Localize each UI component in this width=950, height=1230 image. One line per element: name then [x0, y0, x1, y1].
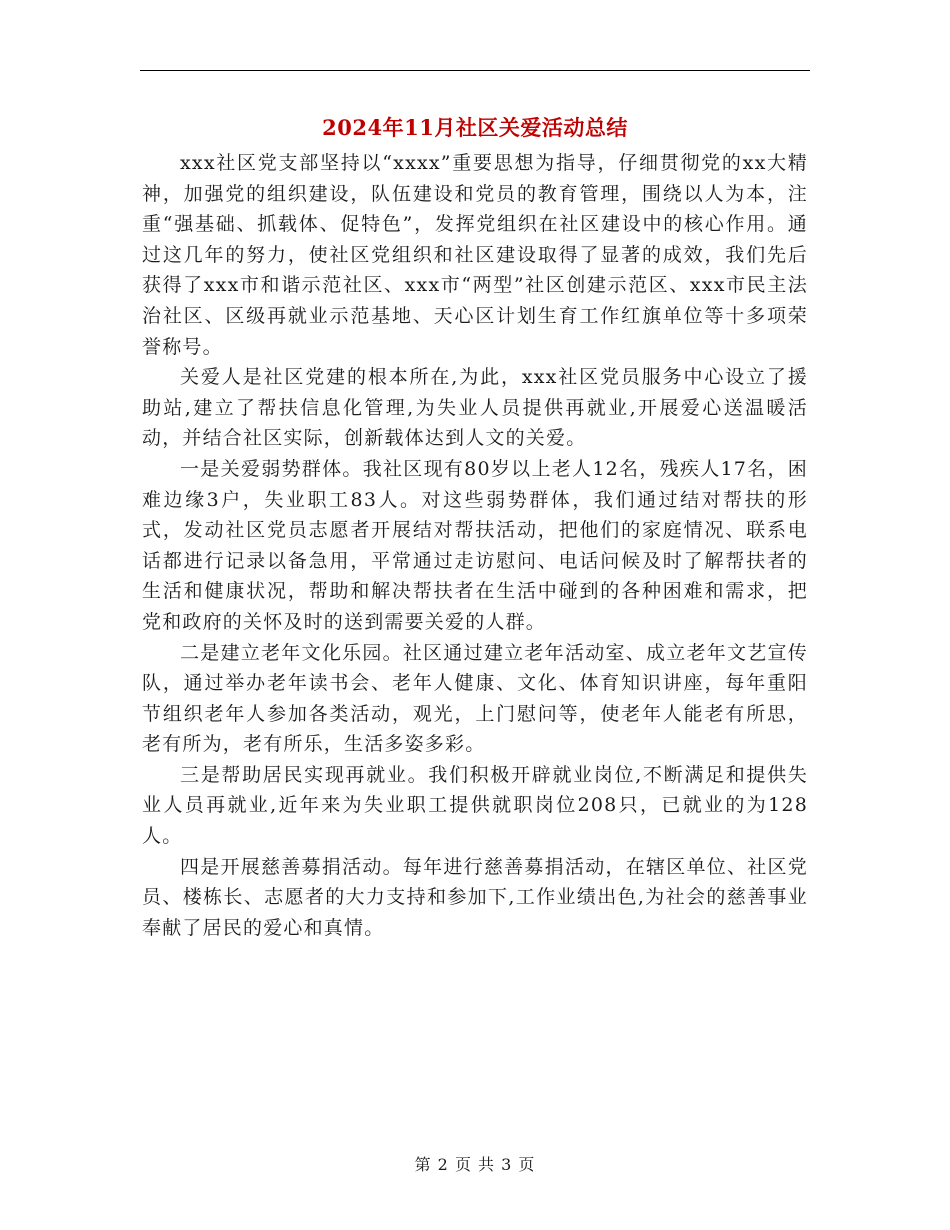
paragraph-care-overview: 关爱人是社区党建的根本所在,为此，xxx社区党员服务中心设立了援助站,建立了帮扶信息化管理,为失业人员提供再就业,开展爱心送温暖活动，并结合社区实际，创新载体达到人文的关爱。 — [142, 366, 808, 450]
paragraph-charity: 四是开展慈善募捐活动。每年进行慈善募捐活动，在辖区单位、社区党员、楼栋长、志愿者的大力支持和参加下,工作业绩出色,为社会的慈善事业奉献了居民的爱心和真情。 — [142, 855, 808, 939]
document-title: 2024年11月社区关爱活动总结 — [322, 115, 628, 140]
paragraph-vulnerable-groups: 一是关爱弱势群体。我社区现有80岁以上老人12名，残疾人17名，困难边缘3户，失业职工83人。对这些弱势群体，我们通过结对帮扶的形式，发动社区党员志愿者开展结对帮扶活动，把他们的家庭情况、联系电话都进行记录以备急用，平常通过走访慰问、电话问候及时了解帮扶者的生活和健康状况，帮助和解决帮扶者在生活中碰到的各种困难和需求，把党和政府的关怀及时的送到需要关爱的人群。 — [142, 457, 808, 633]
paragraph-intro: xxx社区党支部坚持以“xxxx”重要思想为指导，仔细贯彻党的xx大精神，加强党的组织建设，队伍建设和党员的教育管理，围绕以人为本，注重“强基础、抓载体、促特色”，发挥党组织在社区建设中的核心作用。通过这几年的努力，使社区党组织和社区建设取得了显著的成效，我们先后获得了xxx市和谐示范社区、xxx市“两型”社区创建示范区、xxx市民主法治社区、区级再就业示范基地、天心区计划生育工作红旗单位等十多项荣誉称号。 — [142, 152, 808, 358]
paragraph-elderly-culture: 二是建立老年文化乐园。社区通过建立老年活动室、成立老年文艺宣传队，通过举办老年读书会、老年人健康、文化、体育知识讲座，每年重阳节组织老年人参加各类活动，观光，上门慰问等，使老年人能老有所思，老有所为，老有所乐，生活多姿多彩。 — [142, 641, 808, 756]
paragraph-reemployment: 三是帮助居民实现再就业。我们积极开辟就业岗位,不断满足和提供失业人员再就业,近年来为失业职工提供就职岗位208只，已就业的为128人。 — [142, 763, 808, 848]
document-body — [142, 148, 808, 943]
header-rule — [140, 70, 810, 71]
page-number: 第 2 页 共 3 页 — [414, 1155, 536, 1174]
